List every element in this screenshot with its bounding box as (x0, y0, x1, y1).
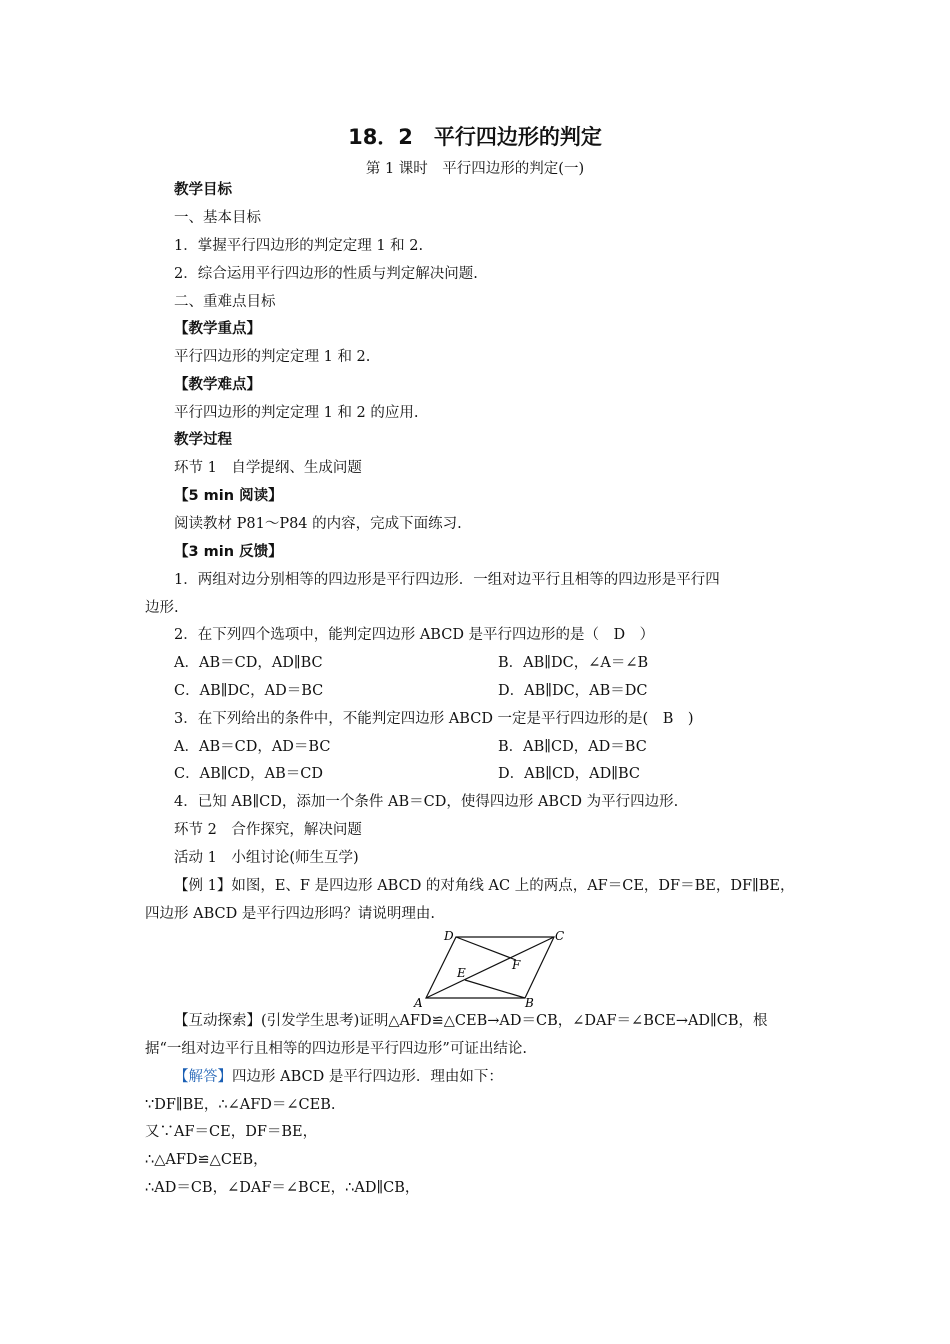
goals-heading: 教学目标 (174, 182, 232, 198)
key-point-heading: 【教学重点】 (174, 321, 261, 337)
question-3: 3．在下列给出的条件中，不能判定四边形 ABCD 一定是平行四边形的是( B ) (174, 711, 694, 727)
key-point: 平行四边形的判定定理 1 和 2. (174, 349, 371, 365)
read-text: 阅读教材 P81～P84 的内容，完成下面练习. (174, 516, 462, 532)
question-2-option-c: C．AB∥DC，AD＝BC (174, 683, 324, 699)
feedback-heading: 【3 min 反馈】 (174, 544, 283, 560)
process-heading: 教学过程 (174, 432, 232, 448)
step-1: 环节 1 自学提纲、生成问题 (174, 460, 362, 476)
proof-line-1: ∵DF∥BE，∴∠AFD＝∠CEB. (145, 1097, 336, 1113)
question-1-line-2: 边形. (145, 600, 179, 616)
key-goal: 二、重难点目标 (174, 294, 276, 310)
explore-line-2: 据“一组对边平行且相等的四边形是平行四边形”可证出结论. (145, 1041, 527, 1057)
question-2-option-b: B．AB∥DC，∠A＝∠B (498, 655, 649, 671)
question-1-line-1: 1．两组对边分别相等的四边形是平行四边形．一组对边平行且相等的四边形是平行四 (174, 572, 720, 588)
explore-line-1: 【互动探索】(引发学生思考)证明△AFD≌△CEB→AD＝CB，∠DAF＝∠BCE→AD∥CB，根 (174, 1013, 768, 1029)
answer-text: 四边形 ABCD 是平行四边形．理由如下： (232, 1069, 503, 1085)
basic-goal: 一、基本目标 (174, 210, 261, 226)
example-1-line-2: 四边形 ABCD 是平行四边形吗？请说明理由. (145, 906, 435, 922)
page-title: 18．2 平行四边形的判定 (348, 125, 602, 149)
answer-label: 【解答】 (174, 1069, 232, 1085)
question-3-option-a: A．AB＝CD，AD＝BC (174, 739, 331, 755)
goal-1: 1．掌握平行四边形的判定定理 1 和 2. (174, 238, 424, 254)
page-subtitle: 第 1 课时 平行四边形的判定(一) (365, 161, 585, 177)
step-2: 环节 2 合作探究，解决问题 (174, 822, 362, 838)
read-heading: 【5 min 阅读】 (174, 488, 283, 504)
question-3-option-c: C．AB∥CD，AB＝CD (174, 766, 323, 782)
answer-line (174, 1067, 503, 1087)
segment-be (465, 980, 525, 998)
parallelogram-figure (410, 926, 580, 1008)
proof-line-4: ∴AD＝CB，∠DAF＝∠BCE，∴AD∥CB， (145, 1180, 420, 1196)
label-f: F (512, 958, 521, 972)
label-a: A (414, 996, 423, 1008)
question-2-option-d: D．AB∥DC，AB＝DC (498, 683, 648, 699)
question-2-option-a: A．AB＝CD，AD∥BC (174, 655, 323, 671)
question-4: 4．已知 AB∥CD，添加一个条件 AB＝CD，使得四边形 ABCD 为平行四边形. (174, 794, 679, 810)
difficulty: 平行四边形的判定定理 1 和 2 的应用. (174, 405, 419, 421)
question-2: 2．在下列四个选项中，能判定四边形 ABCD 是平行四边形的是（ D ） (174, 627, 655, 643)
question-3-option-d: D．AB∥CD，AD∥BC (498, 766, 640, 782)
activity-1: 活动 1 小组讨论(师生互学) (174, 850, 359, 866)
proof-line-3: ∴△AFD≌△CEB， (145, 1152, 268, 1168)
goal-2: 2．综合运用平行四边形的性质与判定解决问题. (174, 266, 478, 282)
proof-line-2: 又∵AF＝CE，DF＝BE， (145, 1124, 318, 1140)
diagonal-ac (426, 937, 554, 998)
segment-df (456, 937, 516, 960)
label-e: E (457, 966, 466, 980)
label-d: D (444, 929, 454, 943)
label-b: B (525, 996, 534, 1008)
question-3-option-b: B．AB∥CD，AD＝BC (498, 739, 647, 755)
label-c: C (555, 929, 565, 943)
example-1-line-1: 【例 1】如图，E、F 是四边形 ABCD 的对角线 AC 上的两点，AF＝CE，DF＝BE，DF∥BE， (174, 878, 795, 894)
difficulty-heading: 【教学难点】 (174, 377, 261, 393)
